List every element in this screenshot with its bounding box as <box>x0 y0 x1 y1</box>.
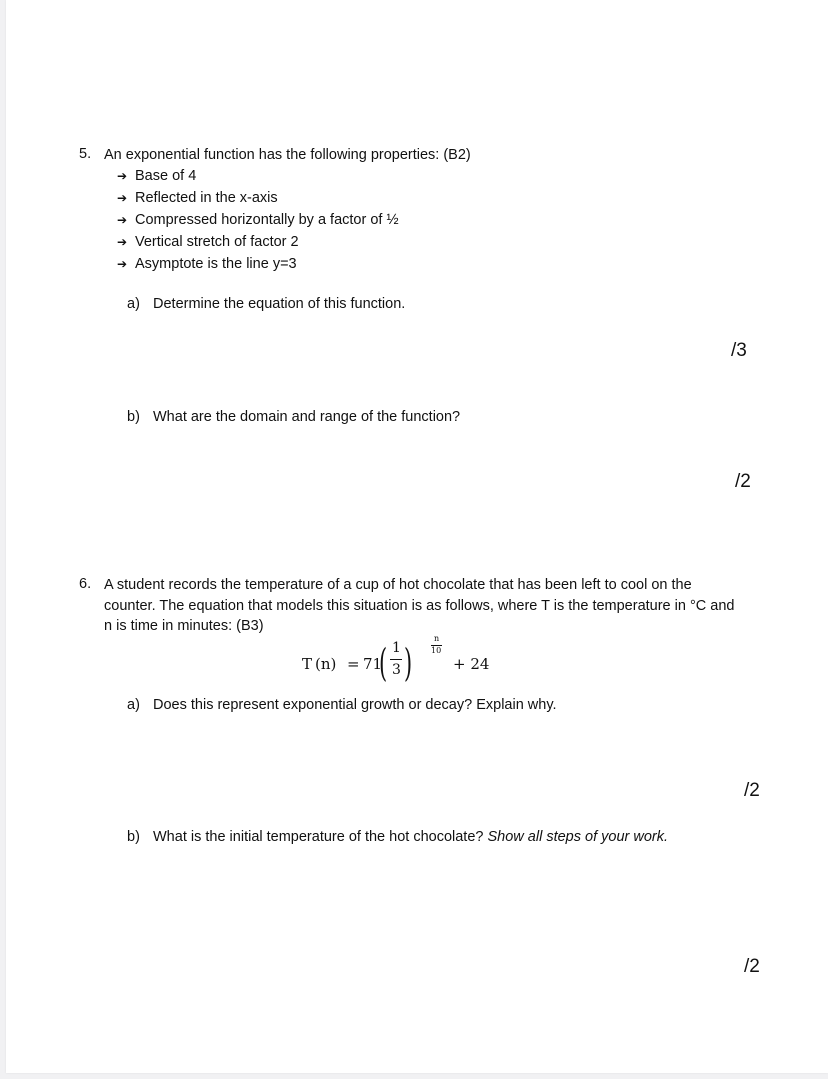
arrow-icon: ➔ <box>117 235 128 249</box>
q6-stem-line-3: n is time in minutes: (B3) <box>104 618 264 634</box>
q6a-marks: /2 <box>744 780 760 801</box>
q6b-label: b) <box>127 829 140 845</box>
q5a-text: Determine the equation of this function. <box>153 296 406 312</box>
eq-func-name: T <box>302 655 313 673</box>
q5b-label: b) <box>127 409 140 425</box>
eq-right-paren: ) <box>404 641 413 685</box>
q6b-text-italic: Show all steps of your work. <box>487 829 669 845</box>
q6-stem-line-1: A student records the temperature of a cup of hot chocolate that has been left to cool on the <box>104 577 692 593</box>
eq-variable: (n) <box>315 655 337 673</box>
eq-constant: + 24 <box>453 655 490 673</box>
arrow-icon: ➔ <box>117 191 128 205</box>
property-text: Base of 4 <box>135 168 197 184</box>
q6-stem-line-2: counter. The equation that models this situation is as follows, where T is the temperature in °C and <box>104 598 735 614</box>
eq-frac-bar <box>390 659 402 660</box>
q6a-label: a) <box>127 697 140 713</box>
eq-coefficient: 71 <box>363 655 383 673</box>
q6b-marks: /2 <box>744 956 760 977</box>
q5-property-5 <box>117 255 297 273</box>
property-text: Asymptote is the line y=3 <box>135 256 297 272</box>
q5-number: 5. <box>79 146 92 162</box>
eq-equals: = <box>347 655 360 673</box>
q6a-text: Does this represent exponential growth or decay? Explain why. <box>153 697 557 713</box>
arrow-icon: ➔ <box>117 257 128 271</box>
property-text: Reflected in the x-axis <box>135 190 278 206</box>
arrow-icon: ➔ <box>117 169 128 183</box>
property-text: Vertical stretch of factor 2 <box>135 234 299 250</box>
q6b-text <box>153 828 668 846</box>
eq-frac-numerator: 1 <box>392 640 401 656</box>
q5-property-3 <box>117 211 399 229</box>
q5a-label: a) <box>127 296 140 312</box>
q6b-text-plain: What is the initial temperature of the hot chocolate? <box>153 829 488 845</box>
property-text: Compressed horizontally by a factor of ½ <box>135 212 399 228</box>
q5b-text: What are the domain and range of the function? <box>153 409 461 425</box>
eq-exp-numerator: n <box>434 634 440 643</box>
worksheet-page <box>6 0 828 1073</box>
q5-property-2 <box>117 189 278 207</box>
q6-number: 6. <box>79 576 92 592</box>
q5-stem: An exponential function has the following properties: (B2) <box>104 147 471 163</box>
q5-property-1 <box>117 167 196 185</box>
q5-property-4 <box>117 233 299 251</box>
q6-equation <box>302 634 502 690</box>
q5b-marks: /2 <box>735 471 751 492</box>
eq-left-paren: ( <box>379 641 388 685</box>
eq-frac-denominator: 3 <box>392 662 401 678</box>
arrow-icon: ➔ <box>117 213 128 227</box>
q5a-marks: /3 <box>731 340 747 361</box>
eq-exp-denominator: 10 <box>431 646 442 655</box>
